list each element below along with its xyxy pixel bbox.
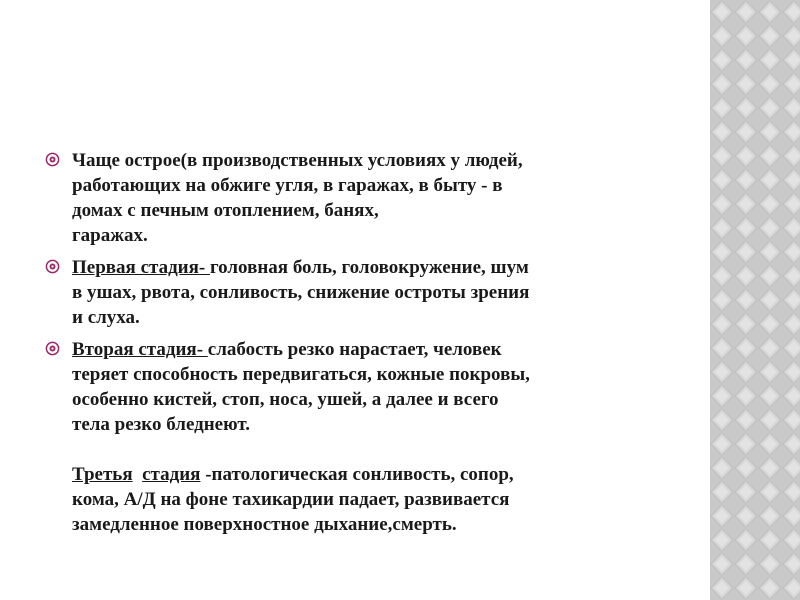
item-text-line xyxy=(72,255,685,280)
bullet-list xyxy=(45,148,685,544)
stage-heading: Первая стадия- xyxy=(72,257,210,278)
bullet-item-second-stage xyxy=(45,337,685,537)
item-text-line: и слуха. xyxy=(72,307,140,328)
ringed-bullet-icon xyxy=(45,259,60,274)
item-text-line: тела резко бледнеют. xyxy=(72,414,251,435)
stage-text: головная боль, головокружение, шум xyxy=(209,257,529,278)
item-text-line: гаражах. xyxy=(72,225,148,246)
stage-heading: Вторая стадия- xyxy=(72,339,208,360)
item-text-line: замедленное поверхностное дыхание,смерть. xyxy=(72,514,457,535)
bullet-item-general xyxy=(45,148,685,248)
item-text-line: теряет способность передвигаться, кожные покровы, xyxy=(72,364,530,385)
item-text-line: Чаще острое(в производственных условиях у людей, xyxy=(72,150,523,171)
title-line-1: ОТРАВЛЕНИЕ ОКСИДОМ УГЛЕРОДА xyxy=(127,59,613,86)
stage-text: -патологическая сонливость, сопор, xyxy=(200,464,514,485)
paragraph-gap xyxy=(72,437,685,462)
item-text-line xyxy=(72,462,685,487)
ringed-bullet-icon xyxy=(45,341,60,356)
item-text-line: домах с печным отоплением, банях, xyxy=(72,200,379,221)
item-text-line: кома, А/Д на фоне тахикардии падает, развивается xyxy=(72,489,510,510)
title-line-2: (УГАРНЫМ ГАЗОМ) xyxy=(241,89,499,116)
slide-title xyxy=(70,58,670,118)
item-text-line xyxy=(72,337,685,362)
decorative-side-panel xyxy=(710,0,800,600)
item-text-line: особенно кистей, стоп, носа, ушей, а далее и всего xyxy=(72,389,499,410)
ringed-bullet-icon xyxy=(45,152,60,167)
stage-heading-word: стадия xyxy=(142,464,201,485)
item-text-line: работающих на обжиге угля, в гаражах, в быту - в xyxy=(72,175,503,196)
item-text-line: в ушах, рвота, сонливость, снижение остроты зрения xyxy=(72,282,530,303)
diamond-pattern-icon xyxy=(710,0,800,600)
bullet-item-first-stage xyxy=(45,255,685,330)
stage-text: слабость резко нарастает, человек xyxy=(207,339,502,360)
stage-heading-word: Третья xyxy=(72,464,133,485)
